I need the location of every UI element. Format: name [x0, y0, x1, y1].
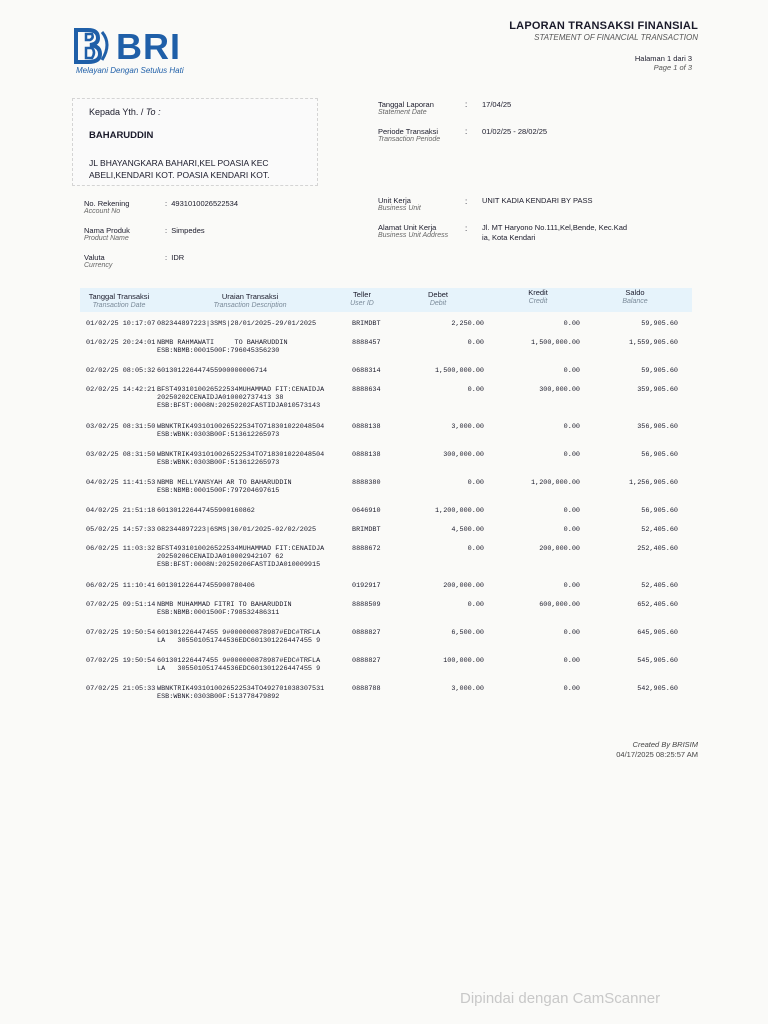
- cell-desc: BFST4931010026522534MUHAMMAD FIT:CENAIDJA 20250202CENAIDJA010002737413 38 ESB:BFST:0008N:20250202FASTIDJA010573143: [157, 386, 325, 410]
- cell-desc: WBNKTRIK4931010026522534TO718301022048504 ESB:WBNK:0303B00F:513612265973: [157, 423, 325, 439]
- cell-date: 04/02/25 21:51:18: [86, 507, 156, 515]
- product-name-field: [84, 226, 130, 242]
- cell-kredit: 0.00: [563, 320, 580, 328]
- col-date-header: [80, 292, 158, 310]
- cell-debet: 0.00: [467, 601, 484, 609]
- cell-teller: 0192917: [352, 582, 381, 590]
- cell-teller: 8888380: [352, 479, 381, 487]
- field-label-en: Transaction Periode: [378, 136, 441, 143]
- page-label-en: Page 1 of 3: [653, 63, 692, 72]
- unit-address-field: [378, 223, 448, 239]
- field-label-en: Account No: [84, 208, 121, 215]
- cell-kredit: 0.00: [563, 629, 580, 637]
- cell-desc: 601301226447455 9#000000878987#EDC#TRFLA LA 305501051744536EDC601301226447455 9: [157, 657, 321, 673]
- cell-date: 05/02/25 14:57:33: [86, 526, 156, 534]
- recipient-address: JL BHAYANGKARA BAHARI,KEL POASIA KEC ABELI,KENDARI KOT. POASIA KENDARI KOT.: [89, 158, 270, 180]
- cell-teller: BRIMDBT: [352, 526, 381, 534]
- cell-kredit: 0.00: [563, 367, 580, 375]
- cell-date: 07/02/25 09:51:14: [86, 601, 156, 609]
- cell-debet: 300,000.00: [443, 451, 484, 459]
- account-no-value: : 4931010026522534: [165, 199, 239, 208]
- document-title: [509, 20, 698, 42]
- col-teller-header: [342, 290, 382, 308]
- title-main: LAPORAN TRANSAKSI FINANSIAL: [509, 20, 698, 32]
- field-label: Periode Transaksi: [378, 127, 439, 136]
- cell-desc: NBMB MUHAMMAD FITRI TO BAHARUDDIN ESB:NBMB:0001500F:798532486311: [157, 601, 292, 617]
- currency: IDR: [171, 253, 185, 262]
- field-label: Alamat Unit Kerja: [378, 223, 437, 232]
- scanner-watermark: Dipindai dengan CamScanner: [460, 990, 661, 1007]
- cell-saldo: 52,405.60: [641, 526, 678, 534]
- table-header: [80, 288, 692, 312]
- cell-date: 03/02/25 08:31:50: [86, 423, 156, 431]
- cell-desc: WBNKTRIK4931010026522534TO718301022048504 ESB:WBNK:0303B00F:513612265973: [157, 451, 325, 467]
- cell-kredit: 200,000.00: [539, 545, 580, 553]
- cell-debet: 1,200,000.00: [435, 507, 484, 515]
- transaction-period-value: 01/02/25 - 28/02/25: [482, 127, 548, 136]
- cell-debet: 200,000.00: [443, 582, 484, 590]
- cell-teller: 0888138: [352, 423, 381, 431]
- cell-kredit: 0.00: [563, 507, 580, 515]
- account-number: 4931010026522534: [171, 199, 239, 208]
- cell-teller: BRIMDBT: [352, 320, 381, 328]
- currency-field: [84, 253, 112, 269]
- recipient-heading: [89, 107, 161, 117]
- colon: :: [465, 197, 468, 206]
- business-unit-value: UNIT KADIA KENDARI BY PASS: [482, 196, 593, 205]
- cell-debet: 6,500.00: [451, 629, 484, 637]
- cell-teller: 0888138: [352, 451, 381, 459]
- cell-teller: 0688314: [352, 367, 381, 375]
- cell-kredit: 1,200,000.00: [531, 479, 580, 487]
- header-label: Saldo: [625, 288, 645, 297]
- page-label: Halaman 1 dari 3: [634, 54, 692, 63]
- header-label-en: Transaction Date: [92, 302, 146, 309]
- header-label: Kredit: [528, 288, 548, 297]
- cell-desc: 601301226447455900780406: [157, 582, 255, 590]
- unit-address-value: Jl. MT Haryono No.111,Kel,Bende, Kec.Kad ia, Kota Kendari: [482, 223, 628, 242]
- page-indicator: [635, 54, 692, 72]
- field-label: Valuta: [84, 253, 105, 262]
- cell-kredit: 1,500,000.00: [531, 339, 580, 347]
- cell-kredit: 0.00: [563, 657, 580, 665]
- header-label: Uraian Transaksi: [221, 292, 279, 301]
- colon: :: [465, 224, 468, 233]
- created-timestamp: 04/17/2025 08:25:57 AM: [616, 750, 698, 759]
- cell-debet: 3,000.00: [451, 423, 484, 431]
- cell-saldo: 359,905.60: [637, 386, 678, 394]
- cell-debet: 1,500,000.00: [435, 367, 484, 375]
- cell-teller: 0646910: [352, 507, 381, 515]
- cell-saldo: 59,905.60: [641, 320, 678, 328]
- product-name: Simpedes: [171, 226, 205, 235]
- cell-date: 03/02/25 08:31:50: [86, 451, 156, 459]
- cell-date: 07/02/25 19:50:54: [86, 629, 156, 637]
- cell-debet: 4,500.00: [451, 526, 484, 534]
- field-label-en: Business Unit Address: [378, 232, 449, 239]
- cell-teller: 8888634: [352, 386, 381, 394]
- cell-desc: BFST4931010026522534MUHAMMAD FIT:CENAIDJA 20250206CENAIDJA010002942107 62 ESB:BFST:0008N:20250206FASTIDJA010009915: [157, 545, 325, 569]
- created-by-stamp: [616, 740, 698, 760]
- header-label-en: Credit: [528, 298, 548, 305]
- recipient-box: [72, 98, 318, 186]
- cell-saldo: 1,559,905.60: [629, 339, 678, 347]
- bri-logo: [72, 24, 181, 67]
- cell-desc: 082344897223|6SMS|30/01/2025-02/02/2025: [157, 526, 317, 534]
- cell-saldo: 356,905.60: [637, 423, 678, 431]
- cell-saldo: 1,256,905.60: [629, 479, 678, 487]
- header-label: Teller: [353, 290, 371, 299]
- cell-saldo: 56,905.60: [641, 451, 678, 459]
- cell-debet: 0.00: [467, 386, 484, 394]
- created-by: Created By BRISIM: [632, 740, 698, 749]
- cell-saldo: 545,905.60: [637, 657, 678, 665]
- header-label-en: Balance: [622, 298, 648, 305]
- cell-date: 02/02/25 08:05:32: [86, 367, 156, 375]
- cell-saldo: 542,905.60: [637, 685, 678, 693]
- statement-date-field: [378, 100, 434, 116]
- field-label-en: Currency: [84, 262, 113, 269]
- col-kredit-header: [516, 288, 560, 306]
- field-label: Unit Kerja: [378, 196, 411, 205]
- cell-date: 07/02/25 21:05:33: [86, 685, 156, 693]
- col-saldo-header: [610, 288, 660, 306]
- colon: :: [465, 127, 468, 136]
- field-label-en: Business Unit: [378, 205, 421, 212]
- cell-date: 01/02/25 20:24:01: [86, 339, 156, 347]
- cell-teller: 8888672: [352, 545, 381, 553]
- cell-desc: 601301226447455900160862: [157, 507, 255, 515]
- cell-debet: 0.00: [467, 545, 484, 553]
- cell-debet: 100,000.00: [443, 657, 484, 665]
- cell-desc: 082344897223|3SMS|28/01/2025-29/01/2025: [157, 320, 317, 328]
- cell-debet: 2,250.00: [451, 320, 484, 328]
- col-desc-header: [160, 292, 340, 310]
- currency-value: : IDR: [165, 253, 185, 262]
- cell-saldo: 652,405.60: [637, 601, 678, 609]
- cell-date: 06/02/25 11:10:41: [86, 582, 156, 590]
- to-label: To :: [145, 107, 161, 117]
- cell-saldo: 59,905.60: [641, 367, 678, 375]
- cell-date: 07/02/25 19:50:54: [86, 657, 156, 665]
- cell-desc: WBNKTRIK4931010026522534TO492701038307531 ESB:WBNK:0303B00F:513778479892: [157, 685, 325, 701]
- title-sub: STATEMENT OF FINANCIAL TRANSACTION: [534, 33, 698, 42]
- cell-teller: 8888509: [352, 601, 381, 609]
- cell-kredit: 600,000.00: [539, 601, 580, 609]
- field-label: Nama Produk: [84, 226, 130, 235]
- cell-date: 01/02/25 10:17:07: [86, 320, 156, 328]
- header-label: Tanggal Transaksi: [88, 292, 150, 301]
- cell-desc: NBMB MELLYANSYAH AR TO BAHARUDDIN ESB:NBMB:0001500F:797204697615: [157, 479, 292, 495]
- col-debet-header: [416, 290, 460, 308]
- cell-kredit: 0.00: [563, 582, 580, 590]
- cell-teller: 0888827: [352, 629, 381, 637]
- cell-kredit: 0.00: [563, 451, 580, 459]
- transaction-period-field: [378, 127, 440, 143]
- cell-desc: NBMB RAHMAWATI TO BAHARUDDIN ESB:NBMB:0001500F:796045356230: [157, 339, 288, 355]
- recipient-name: BAHARUDDIN: [89, 130, 154, 141]
- business-unit-field: [378, 196, 421, 212]
- cell-saldo: 56,905.60: [641, 507, 678, 515]
- header-label-en: Transaction Description: [213, 302, 287, 309]
- cell-desc: 601301226447455 9#000000878987#EDC#TRFLA LA 305501051744536EDC601301226447455 9: [157, 629, 321, 645]
- cell-desc: 601301226447455900000006714: [157, 367, 268, 375]
- cell-teller: 0888827: [352, 657, 381, 665]
- field-label: Tanggal Laporan: [378, 100, 434, 109]
- cell-debet: 0.00: [467, 339, 484, 347]
- field-label-en: Statement Date: [378, 109, 427, 116]
- brand-name: BRI: [116, 26, 181, 67]
- kepada-label: Kepada Yth. /: [89, 107, 146, 117]
- cell-teller: 8888457: [352, 339, 381, 347]
- cell-date: 02/02/25 14:42:21: [86, 386, 156, 394]
- header-label: Debet: [427, 290, 448, 299]
- cell-kredit: 0.00: [563, 526, 580, 534]
- header-label-en: Debit: [429, 300, 447, 307]
- cell-date: 04/02/25 11:41:53: [86, 479, 156, 487]
- cell-debet: 3,000.00: [451, 685, 484, 693]
- field-label: No. Rekening: [84, 199, 130, 208]
- cell-kredit: 0.00: [563, 423, 580, 431]
- cell-debet: 0.00: [467, 479, 484, 487]
- cell-kredit: 0.00: [563, 685, 580, 693]
- cell-saldo: 252,405.60: [637, 545, 678, 553]
- field-label-en: Product Name: [84, 235, 129, 242]
- cell-date: 06/02/25 11:03:32: [86, 545, 156, 553]
- cell-kredit: 300,000.00: [539, 386, 580, 394]
- cell-teller: 0888788: [352, 685, 381, 693]
- cell-saldo: 645,905.60: [637, 629, 678, 637]
- cell-saldo: 52,405.60: [641, 582, 678, 590]
- brand-tagline: Melayani Dengan Setulus Hati: [76, 66, 184, 75]
- colon: :: [465, 100, 468, 109]
- statement-date-value: 17/04/25: [482, 100, 512, 109]
- product-name-value: : Simpedes: [165, 226, 205, 235]
- bri-logo-icon: [72, 24, 118, 66]
- header-label-en: User ID: [350, 300, 374, 307]
- account-no-field: [84, 199, 129, 215]
